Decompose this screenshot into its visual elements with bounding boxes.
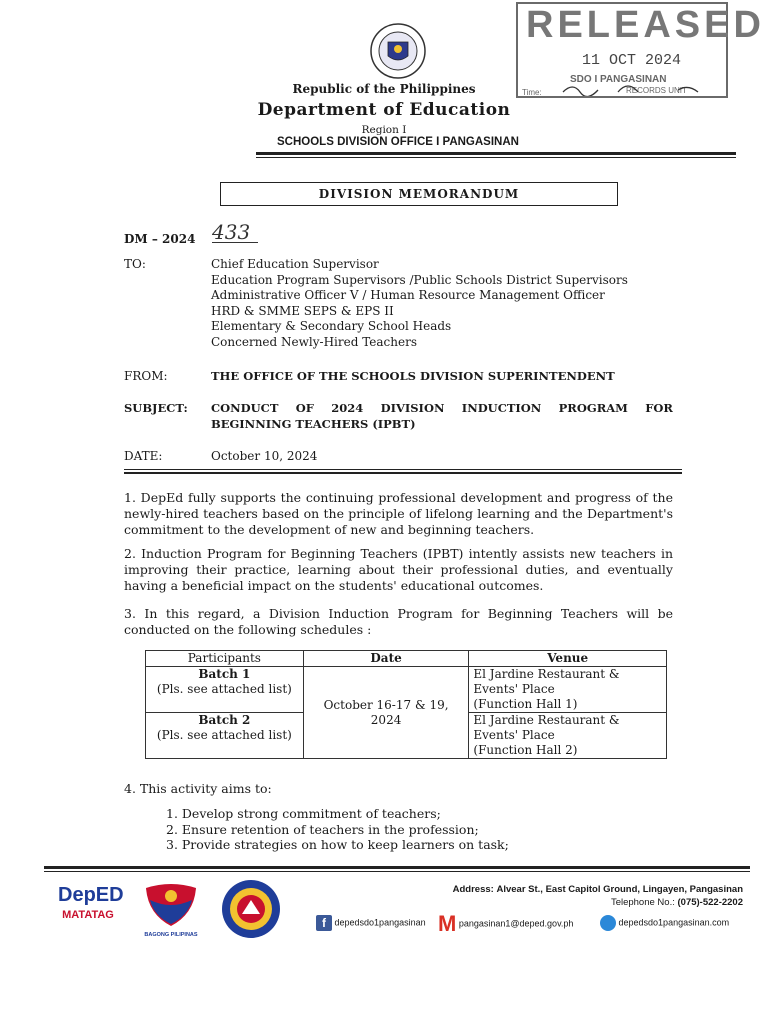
to-list xyxy=(211,257,628,351)
region-line: Region I xyxy=(361,124,407,136)
dm-label: DM – 2024 xyxy=(124,232,196,246)
header-venue: Venue xyxy=(469,651,667,667)
email-address: pangasinan1@deped.gov.ph xyxy=(458,918,574,929)
batch-note: (Pls. see attached list) xyxy=(156,682,292,696)
paragraph-4: 4. This activity aims to: xyxy=(124,781,272,796)
memo-divider-thick xyxy=(124,472,682,474)
phone-value: (075)-522-2202 xyxy=(677,896,743,908)
date-value: October 10, 2024 xyxy=(211,449,318,463)
stamp-date: 11 OCT 2024 xyxy=(582,52,682,69)
date-cell xyxy=(303,667,469,759)
venue-line: (Function Hall 1) xyxy=(473,697,578,711)
list-item: 3. Provide strategies on how to keep learners on task; xyxy=(166,837,509,852)
stamp-unit: RECORDS UNIT xyxy=(626,86,687,95)
website-url: depedsdo1pangasinan.com xyxy=(618,917,730,928)
bagong-pilipinas-logo xyxy=(140,880,202,940)
venue-line: Events' Place xyxy=(473,728,555,742)
facebook-handle: depedsdo1pangasinan xyxy=(334,917,426,928)
table-header-row xyxy=(146,651,667,667)
logo-bagong-text: BAGONG PILIPINAS xyxy=(144,932,198,938)
to-label: TO: xyxy=(124,257,146,271)
participants-cell xyxy=(146,713,304,759)
sdo-pangasinan-seal xyxy=(220,878,282,940)
website-contact[interactable] xyxy=(600,915,729,931)
stamp-status: RELEASED xyxy=(526,4,765,46)
recipient: Elementary & Secondary School Heads xyxy=(211,319,452,334)
stamp-signature xyxy=(558,80,708,96)
participants-cell xyxy=(146,667,304,713)
subject-label: SUBJECT: xyxy=(124,401,188,415)
paragraph-3: 3. In this regard, a Division Induction Program for Beginning Teachers will be conducted on the following schedules : xyxy=(124,606,673,637)
header-date: Date xyxy=(303,651,469,667)
stamp-time-label: Time: xyxy=(522,88,542,97)
gmail-icon: M xyxy=(438,911,457,936)
released-stamp xyxy=(516,2,765,98)
venue-cell xyxy=(469,713,667,759)
aims-list xyxy=(166,806,509,853)
venue-line: El Jardine Restaurant & xyxy=(473,713,620,727)
from-label: FROM: xyxy=(124,369,168,383)
from-value: THE OFFICE OF THE SCHOOLS DIVISION SUPERINTENDENT xyxy=(211,369,615,383)
stamp-office: SDO I PANGASINAN xyxy=(570,74,667,85)
address-label: Address: xyxy=(452,884,494,895)
logo-matatag-text: MATATAG xyxy=(62,909,114,921)
address-value: Alvear St., East Capitol Ground, Lingayen, Pangasinan xyxy=(496,884,743,895)
republic-line: Republic of the Philippines xyxy=(292,82,476,96)
deped-seal-logo xyxy=(362,22,434,80)
date-line: 2024 xyxy=(370,712,402,727)
list-item: 1. Develop strong commitment of teachers; xyxy=(166,806,441,821)
paragraph-1: 1. DepEd fully supports the continuing professional development and progress of the newly-hired teachers based on the principle of lifelong learning and the Department's commitment to the development of new and beginning teachers. xyxy=(124,490,673,537)
batch-name: Batch 2 xyxy=(198,713,251,727)
list-item: 2. Ensure retention of teachers in the profession; xyxy=(166,821,479,837)
recipient: Concerned Newly-Hired Teachers xyxy=(211,334,417,349)
memorandum-title: DIVISION MEMORANDUM xyxy=(220,182,618,206)
subject-value: CONDUCT OF 2024 DIVISION INDUCTION PROGRAM FOR BEGINNING TEACHERS (IPBT) xyxy=(211,401,673,431)
paragraph-2: 2. Induction Program for Beginning Teachers (IPBT) intently assists new teachers in improving their practice, learning about their professional duties, and eventually having a beneficial impact on the students' educational outcomes. xyxy=(124,546,673,593)
dm-number: 433 xyxy=(212,220,258,243)
recipient: HRD & SMME SEPS & EPS II xyxy=(211,303,394,318)
venue-line: Events' Place xyxy=(473,682,555,696)
bagong-pilipinas-emblem xyxy=(140,880,202,928)
email-contact[interactable] xyxy=(438,911,574,936)
date-label: DATE: xyxy=(124,449,163,463)
phone-label: Telephone No.: xyxy=(610,896,675,908)
globe-icon xyxy=(600,915,616,931)
schedule-table xyxy=(145,650,667,759)
footer-address xyxy=(400,884,743,909)
recipient: Administrative Officer V / Human Resource Management Officer xyxy=(211,288,605,303)
memo-divider xyxy=(124,469,682,470)
recipient: Chief Education Supervisor xyxy=(211,257,379,271)
recipient: Education Program Supervisors /Public Schools District Supervisors xyxy=(211,272,628,287)
footer-divider-thin xyxy=(44,871,750,872)
deped-matatag-logo xyxy=(58,884,124,934)
header-divider xyxy=(256,152,736,155)
footer-divider xyxy=(44,866,750,869)
facebook-icon: f xyxy=(316,915,332,931)
venue-line: (Function Hall 2) xyxy=(473,743,578,757)
header-divider-thin xyxy=(256,157,736,158)
batch-note: (Pls. see attached list) xyxy=(156,728,292,742)
date-line: October 16-17 & 19, xyxy=(323,697,449,712)
department-title: Department of Education xyxy=(257,100,511,120)
header-participants: Participants xyxy=(146,651,304,667)
venue-line: El Jardine Restaurant & xyxy=(473,667,620,681)
office-line: SCHOOLS DIVISION OFFICE I PANGASINAN xyxy=(277,136,519,148)
logo-deped-text: DepED xyxy=(58,884,124,906)
venue-cell xyxy=(469,667,667,713)
table-row xyxy=(146,667,667,713)
facebook-contact[interactable] xyxy=(316,915,426,931)
batch-name: Batch 1 xyxy=(198,667,251,681)
